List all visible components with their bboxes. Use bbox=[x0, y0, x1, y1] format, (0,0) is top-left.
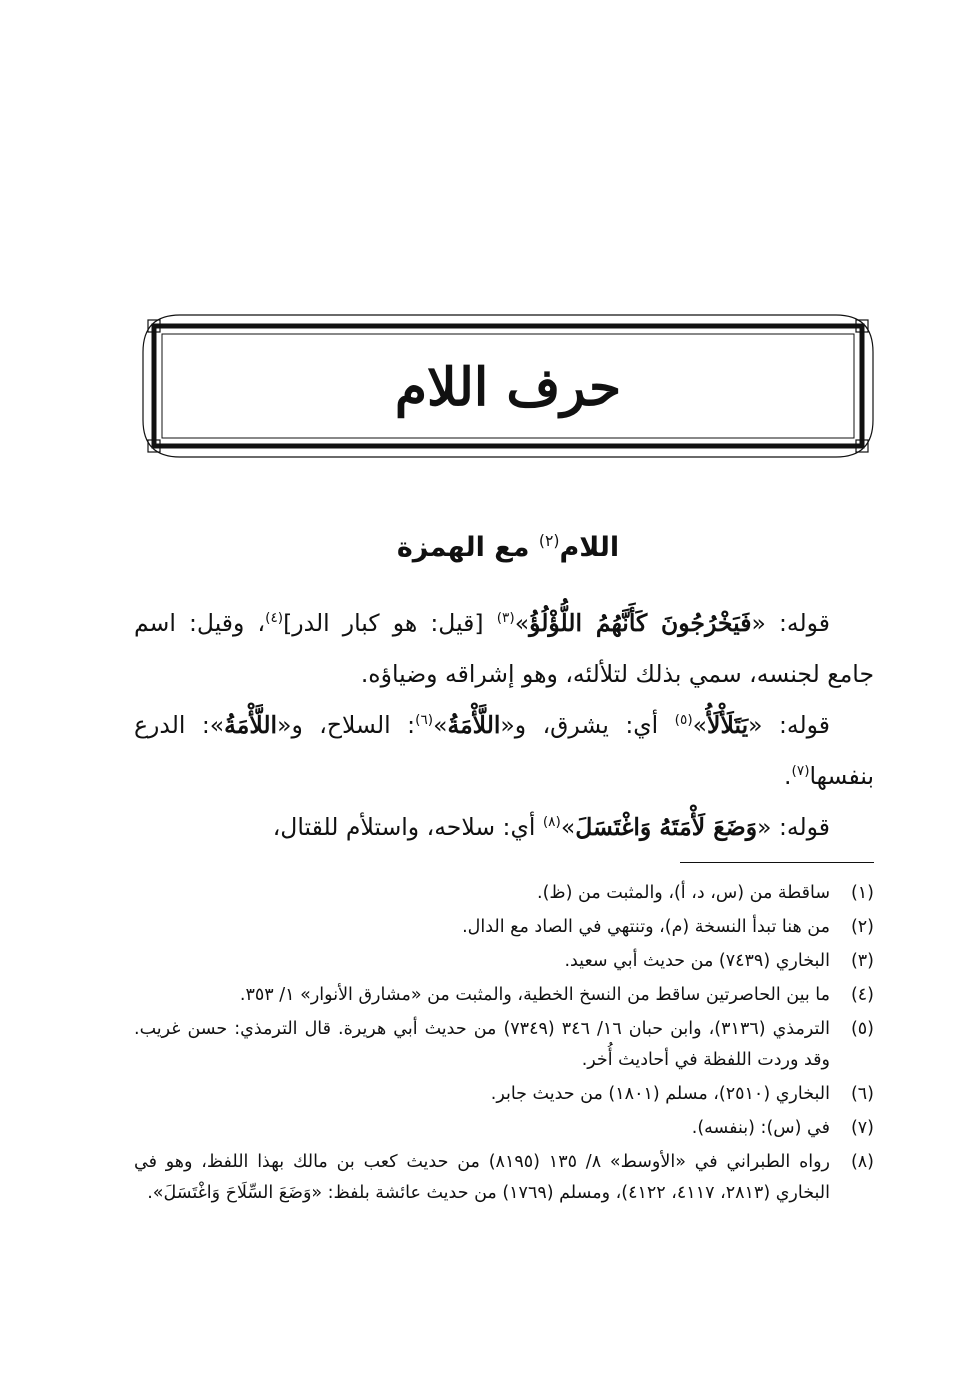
chapter-title-frame bbox=[140, 312, 876, 460]
footnote-text: الترمذي (٣١٣٦)، وابن حبان ١٦/ ٣٤٦ (٧٣٤٩) من حديث أبي هريرة. قال الترمذي: حسن غريب. وقد وردت اللفظة في أحاديث أُخر. bbox=[134, 1019, 831, 1070]
text-run: »: الدرع بنفسها bbox=[134, 711, 874, 790]
footnote-item bbox=[134, 1014, 874, 1076]
footnote-number: (٥) bbox=[850, 1019, 874, 1039]
footnote-item bbox=[134, 912, 874, 943]
text-run: » bbox=[692, 711, 708, 739]
footnote-number: (٨) bbox=[850, 1152, 874, 1172]
text-run: ، وقيل: اسم جامع لجنسه، سمي بذلك لتلألئه، وهو إشراقه وضياؤه. bbox=[134, 609, 874, 688]
text-run: » bbox=[514, 609, 530, 637]
chapter-title: حرف اللام bbox=[394, 357, 622, 418]
text-run: : السلاح، و« bbox=[277, 711, 416, 739]
main-text bbox=[134, 598, 874, 853]
text-run: [قيل: هو كبار الدر] bbox=[283, 609, 497, 637]
footnote-ref: (٣) bbox=[496, 610, 515, 627]
footnote-item bbox=[134, 1113, 874, 1144]
footnote-item bbox=[134, 980, 874, 1011]
quoted-phrase: يَتَلَأْلَأُ bbox=[707, 711, 749, 739]
quoted-phrase: اللَّأْمَةُ bbox=[447, 711, 501, 739]
text-run: قوله: « bbox=[757, 813, 830, 841]
footnote-text: ساقطة من (س، د، أ)، والمثبت من (ظ). bbox=[537, 883, 830, 903]
footnote-ref: (٥) bbox=[674, 712, 693, 729]
footnote-number: (٤) bbox=[850, 985, 874, 1005]
quoted-phrase: فَيَخْرُجُونَ كَأَنَّهُمُ اللُّؤْلُؤُ bbox=[529, 609, 752, 637]
footnote-ref: (٧) bbox=[791, 763, 810, 780]
footnote-number: (٦) bbox=[850, 1084, 874, 1104]
paragraph bbox=[134, 700, 874, 802]
section-heading bbox=[140, 528, 876, 568]
footnote-item bbox=[134, 946, 874, 977]
footnote-text: في (س): (بنفسه). bbox=[691, 1118, 830, 1138]
text-run: » bbox=[433, 711, 448, 739]
footnote-ref: (٨) bbox=[542, 814, 561, 831]
footnote-text: البخاري (٧٤٣٩) من حديث أبي سعيد. bbox=[564, 951, 830, 971]
footnote-item bbox=[134, 878, 874, 909]
text-run: » bbox=[560, 813, 576, 841]
text-run: . bbox=[784, 762, 792, 790]
footnote-number: (٧) bbox=[850, 1118, 874, 1138]
footnote-ref: (٤) bbox=[265, 610, 284, 627]
text-run: أي: يشرق، و« bbox=[500, 711, 675, 739]
text-run: أي: سلاحه، واستلأم للقتال، bbox=[272, 813, 543, 841]
paragraph bbox=[134, 802, 874, 853]
footnote-ref: (٦) bbox=[415, 712, 434, 729]
footnote-number: (٢) bbox=[850, 917, 874, 937]
footnote-text: ما بين الحاصرتين ساقط من النسخ الخطية، والمثبت من «مشارق الأنوار» ١/ ٣٥٣. bbox=[239, 985, 830, 1005]
footnote-item bbox=[134, 1079, 874, 1110]
text-run: قوله: « bbox=[751, 609, 830, 637]
section-heading-rest: مع الهمزة bbox=[396, 532, 539, 563]
footnote-text: من هنا تبدأ النسخة (م)، وتنتهي في الصاد مع الدال. bbox=[462, 917, 830, 937]
text-run: قوله: « bbox=[748, 711, 831, 739]
footnote-number: (١) bbox=[850, 883, 874, 903]
paragraph bbox=[134, 598, 874, 700]
footnote-ref: (٢) bbox=[538, 531, 560, 550]
footnotes bbox=[134, 878, 874, 1212]
section-heading-main: اللام bbox=[559, 532, 620, 563]
footnote-number: (٣) bbox=[850, 951, 874, 971]
footnote-item bbox=[134, 1147, 874, 1209]
footnote-text: البخاري (٢٥١٠)، مسلم (١٨٠١) من حديث جابر. bbox=[490, 1084, 830, 1104]
footnote-separator bbox=[680, 862, 874, 863]
footnote-text: رواه الطبراني في «الأوسط» ٨/ ١٣٥ (٨١٩٥) من حديث كعب بن مالك بهذا اللفظ، وهو في البخاري (٢٨١٣، ٤١١٧، ٤١٢٢)، ومسلم (١٧٦٩) من حديث عائشة بلفظ: «وَضَعَ السِّلَاحَ وَاغْتَسَلَ». bbox=[134, 1152, 831, 1203]
quoted-phrase: وَضَعَ لَأْمَتَهُ وَاغْتَسَلَ bbox=[575, 813, 758, 841]
quoted-phrase: اللَّأْمَةُ bbox=[224, 711, 278, 739]
